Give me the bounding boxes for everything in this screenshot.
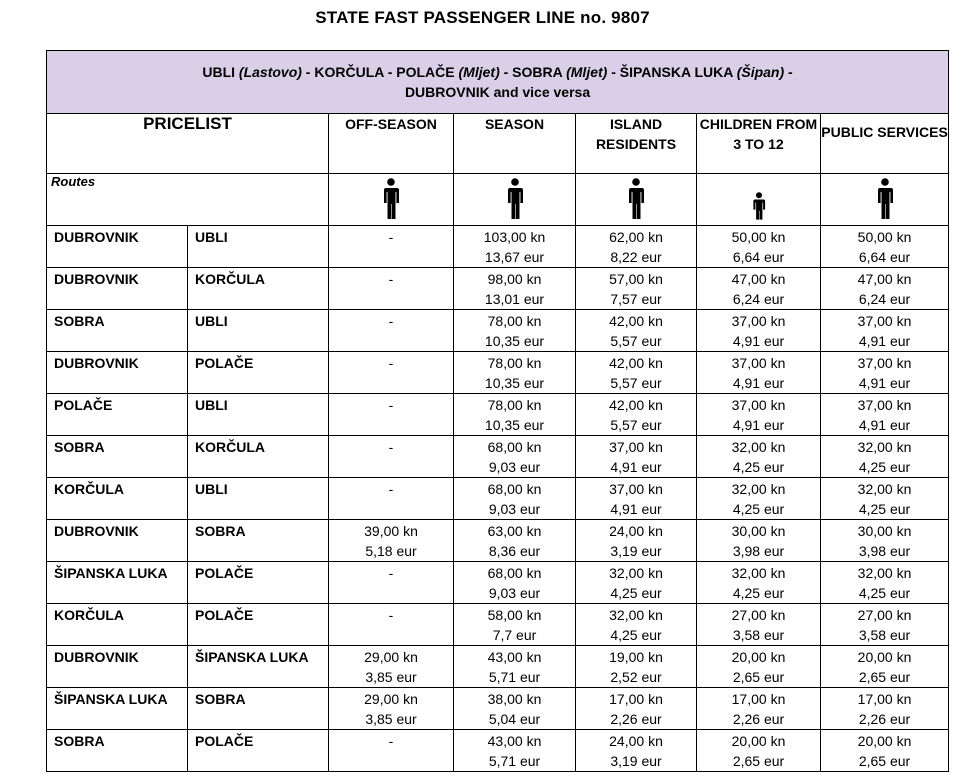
island-residents-price-eur: 5,57 eur xyxy=(610,375,662,391)
season-price-eur: 8,36 eur xyxy=(488,543,541,559)
season-price xyxy=(454,394,576,436)
route-banner-segment: - SOBRA xyxy=(499,64,567,80)
route-to: KORČULA xyxy=(188,436,329,478)
public-services-price-kn: 20,00 kn xyxy=(857,649,912,665)
island-residents-price xyxy=(576,394,697,436)
route-to: UBLI xyxy=(188,478,329,520)
season-price-eur: 5,71 eur xyxy=(488,669,541,685)
children-icon-cell xyxy=(697,174,821,226)
route-from: DUBROVNIK xyxy=(47,352,188,394)
season-price xyxy=(454,520,576,562)
children-header-line2: 3 TO 12 xyxy=(733,136,784,152)
routes-label: Routes xyxy=(47,174,329,226)
island-residents-price xyxy=(576,310,697,352)
island-residents-price-kn: 24,00 kn xyxy=(609,523,663,539)
island-residents-price-eur: 8,22 eur xyxy=(610,249,662,265)
children-price xyxy=(697,730,821,772)
off-season-price-kn: - xyxy=(388,565,394,581)
island-residents-price xyxy=(576,730,697,772)
children-header-line1: CHILDREN FROM xyxy=(699,116,818,132)
route-banner-segment: - KORČULA - POLAČE xyxy=(301,64,459,80)
children-price-kn: 17,00 kn xyxy=(731,691,786,707)
public-services-price xyxy=(821,478,949,520)
route-banner-segment: UBLI xyxy=(202,64,239,80)
table-row xyxy=(47,352,949,394)
island-residents-header xyxy=(576,114,697,174)
public-services-price-eur: 4,91 eur xyxy=(858,375,911,391)
icon-row xyxy=(47,174,949,226)
public-services-header: PUBLIC SERVICES xyxy=(821,114,949,174)
children-price-kn: 30,00 kn xyxy=(731,523,786,539)
island-residents-price-eur: 2,52 eur xyxy=(610,669,662,685)
season-price-kn: 78,00 kn xyxy=(487,355,542,371)
public-services-price-eur: 2,65 eur xyxy=(858,753,911,769)
island-residents-price-kn: 37,00 kn xyxy=(609,481,663,497)
island-residents-price-kn: 24,00 kn xyxy=(609,733,663,749)
island-residents-price-kn: 42,00 kn xyxy=(609,355,663,371)
season-price-kn: 98,00 kn xyxy=(487,271,542,287)
season-price-kn: 103,00 kn xyxy=(483,229,546,245)
season-price xyxy=(454,646,576,688)
route-banner-segment: (Šipan) xyxy=(736,64,785,80)
island-residents-price xyxy=(576,268,697,310)
route-from: ŠIPANSKA LUKA xyxy=(47,562,188,604)
island-residents-price-kn: 37,00 kn xyxy=(609,439,663,455)
route-banner xyxy=(47,51,949,114)
season-price-kn: 43,00 kn xyxy=(487,649,542,665)
children-price-kn: 50,00 kn xyxy=(731,229,786,245)
public-services-icon-cell xyxy=(821,174,949,226)
public-services-price xyxy=(821,436,949,478)
children-price-kn: 37,00 kn xyxy=(731,355,786,371)
route-from: SOBRA xyxy=(47,730,188,772)
off-season-price-eur: 3,85 eur xyxy=(365,669,417,685)
route-banner-segment: (Mljet) xyxy=(458,64,500,80)
island-residents-price xyxy=(576,478,697,520)
route-to: SOBRA xyxy=(188,520,329,562)
route-banner-segment: (Mljet) xyxy=(566,64,608,80)
public-services-price-eur: 4,25 eur xyxy=(858,585,911,601)
public-services-price xyxy=(821,730,949,772)
off-season-header: OFF-SEASON xyxy=(329,114,454,174)
public-services-price xyxy=(821,352,949,394)
public-services-price-eur: 4,91 eur xyxy=(858,333,911,349)
table-row xyxy=(47,394,949,436)
children-price-eur: 2,26 eur xyxy=(732,711,785,727)
season-price xyxy=(454,226,576,268)
off-season-price xyxy=(329,268,454,310)
children-price-eur: 4,25 eur xyxy=(732,501,785,517)
table-row xyxy=(47,562,949,604)
children-price-kn: 32,00 kn xyxy=(731,481,786,497)
route-from: DUBROVNIK xyxy=(47,646,188,688)
route-banner-segment: - ŠIPANSKA LUKA xyxy=(607,64,737,80)
island-residents-price-kn: 19,00 kn xyxy=(609,649,663,665)
children-price-eur: 4,25 eur xyxy=(732,585,785,601)
off-season-price xyxy=(329,394,454,436)
season-price-kn: 58,00 kn xyxy=(487,607,542,623)
children-price-kn: 20,00 kn xyxy=(731,649,786,665)
children-price xyxy=(697,310,821,352)
season-price xyxy=(454,604,576,646)
island-residents-price-kn: 57,00 kn xyxy=(609,271,663,287)
route-to: POLAČE xyxy=(188,730,329,772)
public-services-price xyxy=(821,562,949,604)
season-price xyxy=(454,268,576,310)
public-services-price-kn: 37,00 kn xyxy=(857,397,912,413)
season-price-eur: 9,03 eur xyxy=(488,501,541,517)
off-season-price-eur: 5,18 eur xyxy=(365,543,417,559)
season-price-eur: 5,71 eur xyxy=(488,753,541,769)
public-services-price-kn: 37,00 kn xyxy=(857,355,912,371)
public-services-price xyxy=(821,688,949,730)
table-row xyxy=(47,478,949,520)
off-season-price xyxy=(329,436,454,478)
off-season-price xyxy=(329,520,454,562)
off-season-price-kn: 29,00 kn xyxy=(364,691,418,707)
island-residents-price xyxy=(576,226,697,268)
children-price-kn: 37,00 kn xyxy=(731,313,786,329)
island-residents-price-eur: 2,26 eur xyxy=(610,711,662,727)
route-from: ŠIPANSKA LUKA xyxy=(47,688,188,730)
document-title: STATE FAST PASSENGER LINE no. 9807 xyxy=(315,8,650,27)
island-residents-price xyxy=(576,604,697,646)
season-price xyxy=(454,688,576,730)
children-price-eur: 6,64 eur xyxy=(732,249,785,265)
children-price xyxy=(697,268,821,310)
adult-person-icon xyxy=(329,174,453,225)
public-services-price-eur: 4,91 eur xyxy=(858,417,911,433)
off-season-price-kn: 29,00 kn xyxy=(364,649,418,665)
route-from: DUBROVNIK xyxy=(47,520,188,562)
public-services-price-eur: 2,65 eur xyxy=(858,669,911,685)
children-price xyxy=(697,394,821,436)
children-header xyxy=(697,114,821,174)
off-season-price xyxy=(329,604,454,646)
off-season-price-kn: - xyxy=(388,439,394,455)
route-to: ŠIPANSKA LUKA xyxy=(188,646,329,688)
public-services-price xyxy=(821,268,949,310)
public-services-price-kn: 27,00 kn xyxy=(857,607,912,623)
off-season-price-kn: - xyxy=(388,229,394,245)
pricelist-header: PRICELIST xyxy=(47,114,329,174)
children-price xyxy=(697,226,821,268)
public-services-price-eur: 2,26 eur xyxy=(858,711,911,727)
children-price-eur: 4,91 eur xyxy=(732,333,785,349)
adult-person-icon xyxy=(576,174,696,225)
route-from: SOBRA xyxy=(47,310,188,352)
island-residents-price-kn: 42,00 kn xyxy=(609,313,663,329)
route-to: SOBRA xyxy=(188,688,329,730)
off-season-price-kn: - xyxy=(388,733,394,749)
island-residents-price-eur: 5,57 eur xyxy=(610,333,662,349)
season-price-eur: 7,7 eur xyxy=(492,627,537,643)
route-banner-line1 xyxy=(47,62,948,82)
season-price-eur: 9,03 eur xyxy=(488,585,541,601)
children-price xyxy=(697,604,821,646)
season-price-kn: 78,00 kn xyxy=(487,313,542,329)
public-services-price-kn: 32,00 kn xyxy=(857,481,912,497)
island-residents-price-eur: 3,19 eur xyxy=(610,543,662,559)
public-services-price-eur: 4,25 eur xyxy=(858,459,911,475)
island-residents-icon-cell xyxy=(576,174,697,226)
off-season-price-kn: - xyxy=(388,313,394,329)
route-banner-row xyxy=(47,51,949,114)
public-services-price xyxy=(821,520,949,562)
island-residents-price-eur: 7,57 eur xyxy=(610,291,662,307)
season-price-eur: 13,01 eur xyxy=(484,291,545,307)
island-residents-price xyxy=(576,688,697,730)
route-banner-segment: (Lastovo) xyxy=(238,64,302,80)
off-season-price xyxy=(329,478,454,520)
public-services-price xyxy=(821,604,949,646)
route-to: POLAČE xyxy=(188,352,329,394)
route-banner-line2: DUBROVNIK and vice versa xyxy=(404,84,591,100)
island-residents-price-kn: 32,00 kn xyxy=(609,607,663,623)
route-to: POLAČE xyxy=(188,604,329,646)
season-price xyxy=(454,352,576,394)
off-season-price xyxy=(329,730,454,772)
children-price-kn: 27,00 kn xyxy=(731,607,786,623)
season-price-kn: 78,00 kn xyxy=(487,397,542,413)
children-price xyxy=(697,562,821,604)
island-residents-price-kn: 42,00 kn xyxy=(609,397,663,413)
public-services-price-kn: 47,00 kn xyxy=(857,271,912,287)
table-row xyxy=(47,604,949,646)
season-icon-cell xyxy=(454,174,576,226)
adult-person-icon xyxy=(454,174,575,225)
children-price xyxy=(697,646,821,688)
children-price xyxy=(697,436,821,478)
route-banner-segment: - xyxy=(784,64,793,80)
season-price-kn: 68,00 kn xyxy=(487,481,542,497)
route-from: KORČULA xyxy=(47,478,188,520)
child-person-icon xyxy=(697,174,820,225)
children-price-eur: 4,91 eur xyxy=(732,417,785,433)
season-price xyxy=(454,436,576,478)
season-price xyxy=(454,478,576,520)
children-price-kn: 32,00 kn xyxy=(731,565,786,581)
public-services-price xyxy=(821,394,949,436)
table-row xyxy=(47,730,949,772)
season-price-kn: 68,00 kn xyxy=(487,565,542,581)
children-price-kn: 37,00 kn xyxy=(731,397,786,413)
public-services-price-kn: 20,00 kn xyxy=(857,733,912,749)
season-price-kn: 38,00 kn xyxy=(487,691,542,707)
route-to: UBLI xyxy=(188,226,329,268)
island-residents-price xyxy=(576,562,697,604)
public-services-price-kn: 17,00 kn xyxy=(857,691,912,707)
season-price-eur: 13,67 eur xyxy=(484,249,545,265)
children-price-eur: 4,25 eur xyxy=(732,459,785,475)
public-services-price-eur: 3,58 eur xyxy=(858,627,911,643)
children-price xyxy=(697,688,821,730)
off-season-price xyxy=(329,646,454,688)
public-services-price xyxy=(821,226,949,268)
island-residents-price-eur: 4,25 eur xyxy=(610,627,662,643)
route-from: POLAČE xyxy=(47,394,188,436)
route-to: UBLI xyxy=(188,310,329,352)
off-season-price xyxy=(329,688,454,730)
public-services-price-eur: 6,24 eur xyxy=(858,291,911,307)
season-price-eur: 10,35 eur xyxy=(484,375,545,391)
season-price xyxy=(454,562,576,604)
off-season-icon-cell xyxy=(329,174,454,226)
children-price xyxy=(697,352,821,394)
public-services-price-kn: 37,00 kn xyxy=(857,313,912,329)
season-price-eur: 10,35 eur xyxy=(484,333,545,349)
children-price-kn: 20,00 kn xyxy=(731,733,786,749)
public-services-price-eur: 3,98 eur xyxy=(858,543,911,559)
season-price-eur: 10,35 eur xyxy=(484,417,545,433)
children-price-eur: 4,91 eur xyxy=(732,375,785,391)
route-to: KORČULA xyxy=(188,268,329,310)
season-header: SEASON xyxy=(454,114,576,174)
public-services-price-kn: 32,00 kn xyxy=(857,565,912,581)
off-season-price xyxy=(329,562,454,604)
off-season-price xyxy=(329,310,454,352)
island-residents-price xyxy=(576,520,697,562)
season-price-eur: 9,03 eur xyxy=(488,459,541,475)
season-price xyxy=(454,310,576,352)
children-price-kn: 32,00 kn xyxy=(731,439,786,455)
season-price-kn: 43,00 kn xyxy=(487,733,542,749)
off-season-price xyxy=(329,226,454,268)
off-season-price xyxy=(329,352,454,394)
off-season-price-eur: 3,85 eur xyxy=(365,711,417,727)
table-row xyxy=(47,688,949,730)
off-season-price-kn: - xyxy=(388,607,394,623)
island-residents-price-eur: 4,91 eur xyxy=(610,459,662,475)
table-row xyxy=(47,646,949,688)
island-residents-price xyxy=(576,646,697,688)
children-price xyxy=(697,478,821,520)
off-season-price-kn: - xyxy=(388,271,394,287)
children-price-eur: 2,65 eur xyxy=(732,669,785,685)
table-row xyxy=(47,310,949,352)
island-residents-price-eur: 4,91 eur xyxy=(610,501,662,517)
public-services-price-eur: 6,64 eur xyxy=(858,249,911,265)
children-price-kn: 47,00 kn xyxy=(731,271,786,287)
island-residents-price-eur: 3,19 eur xyxy=(610,753,662,769)
island-residents-header-line2: RESIDENTS xyxy=(595,136,677,152)
season-price xyxy=(454,730,576,772)
children-price xyxy=(697,520,821,562)
price-table xyxy=(46,50,949,772)
island-residents-price-eur: 5,57 eur xyxy=(610,417,662,433)
route-to: POLAČE xyxy=(188,562,329,604)
season-price-eur: 5,04 eur xyxy=(488,711,541,727)
route-from: DUBROVNIK xyxy=(47,226,188,268)
public-services-price-kn: 50,00 kn xyxy=(857,229,912,245)
public-services-price-kn: 30,00 kn xyxy=(857,523,912,539)
children-price-eur: 2,65 eur xyxy=(732,753,785,769)
off-season-price-kn: - xyxy=(388,397,394,413)
public-services-price xyxy=(821,646,949,688)
public-services-price xyxy=(821,310,949,352)
season-price-kn: 68,00 kn xyxy=(487,439,542,455)
island-residents-price-eur: 4,25 eur xyxy=(610,585,662,601)
table-row xyxy=(47,520,949,562)
island-residents-price-kn: 62,00 kn xyxy=(609,229,663,245)
header-row xyxy=(47,114,949,174)
table-row xyxy=(47,226,949,268)
island-residents-price xyxy=(576,352,697,394)
island-residents-price xyxy=(576,436,697,478)
route-to: UBLI xyxy=(188,394,329,436)
island-residents-price-kn: 17,00 kn xyxy=(609,691,663,707)
adult-person-icon xyxy=(821,174,948,225)
off-season-price-kn: - xyxy=(388,355,394,371)
season-price-kn: 63,00 kn xyxy=(487,523,542,539)
island-residents-header-line1: ISLAND xyxy=(609,116,663,132)
children-price-eur: 3,58 eur xyxy=(732,627,785,643)
route-from: DUBROVNIK xyxy=(47,268,188,310)
children-price-eur: 3,98 eur xyxy=(732,543,785,559)
public-services-price-kn: 32,00 kn xyxy=(857,439,912,455)
off-season-price-kn: - xyxy=(388,481,394,497)
route-from: KORČULA xyxy=(47,604,188,646)
table-row xyxy=(47,436,949,478)
table-row xyxy=(47,268,949,310)
children-price-eur: 6,24 eur xyxy=(732,291,785,307)
off-season-price-kn: 39,00 kn xyxy=(364,523,418,539)
island-residents-price-kn: 32,00 kn xyxy=(609,565,663,581)
public-services-price-eur: 4,25 eur xyxy=(858,501,911,517)
route-from: SOBRA xyxy=(47,436,188,478)
